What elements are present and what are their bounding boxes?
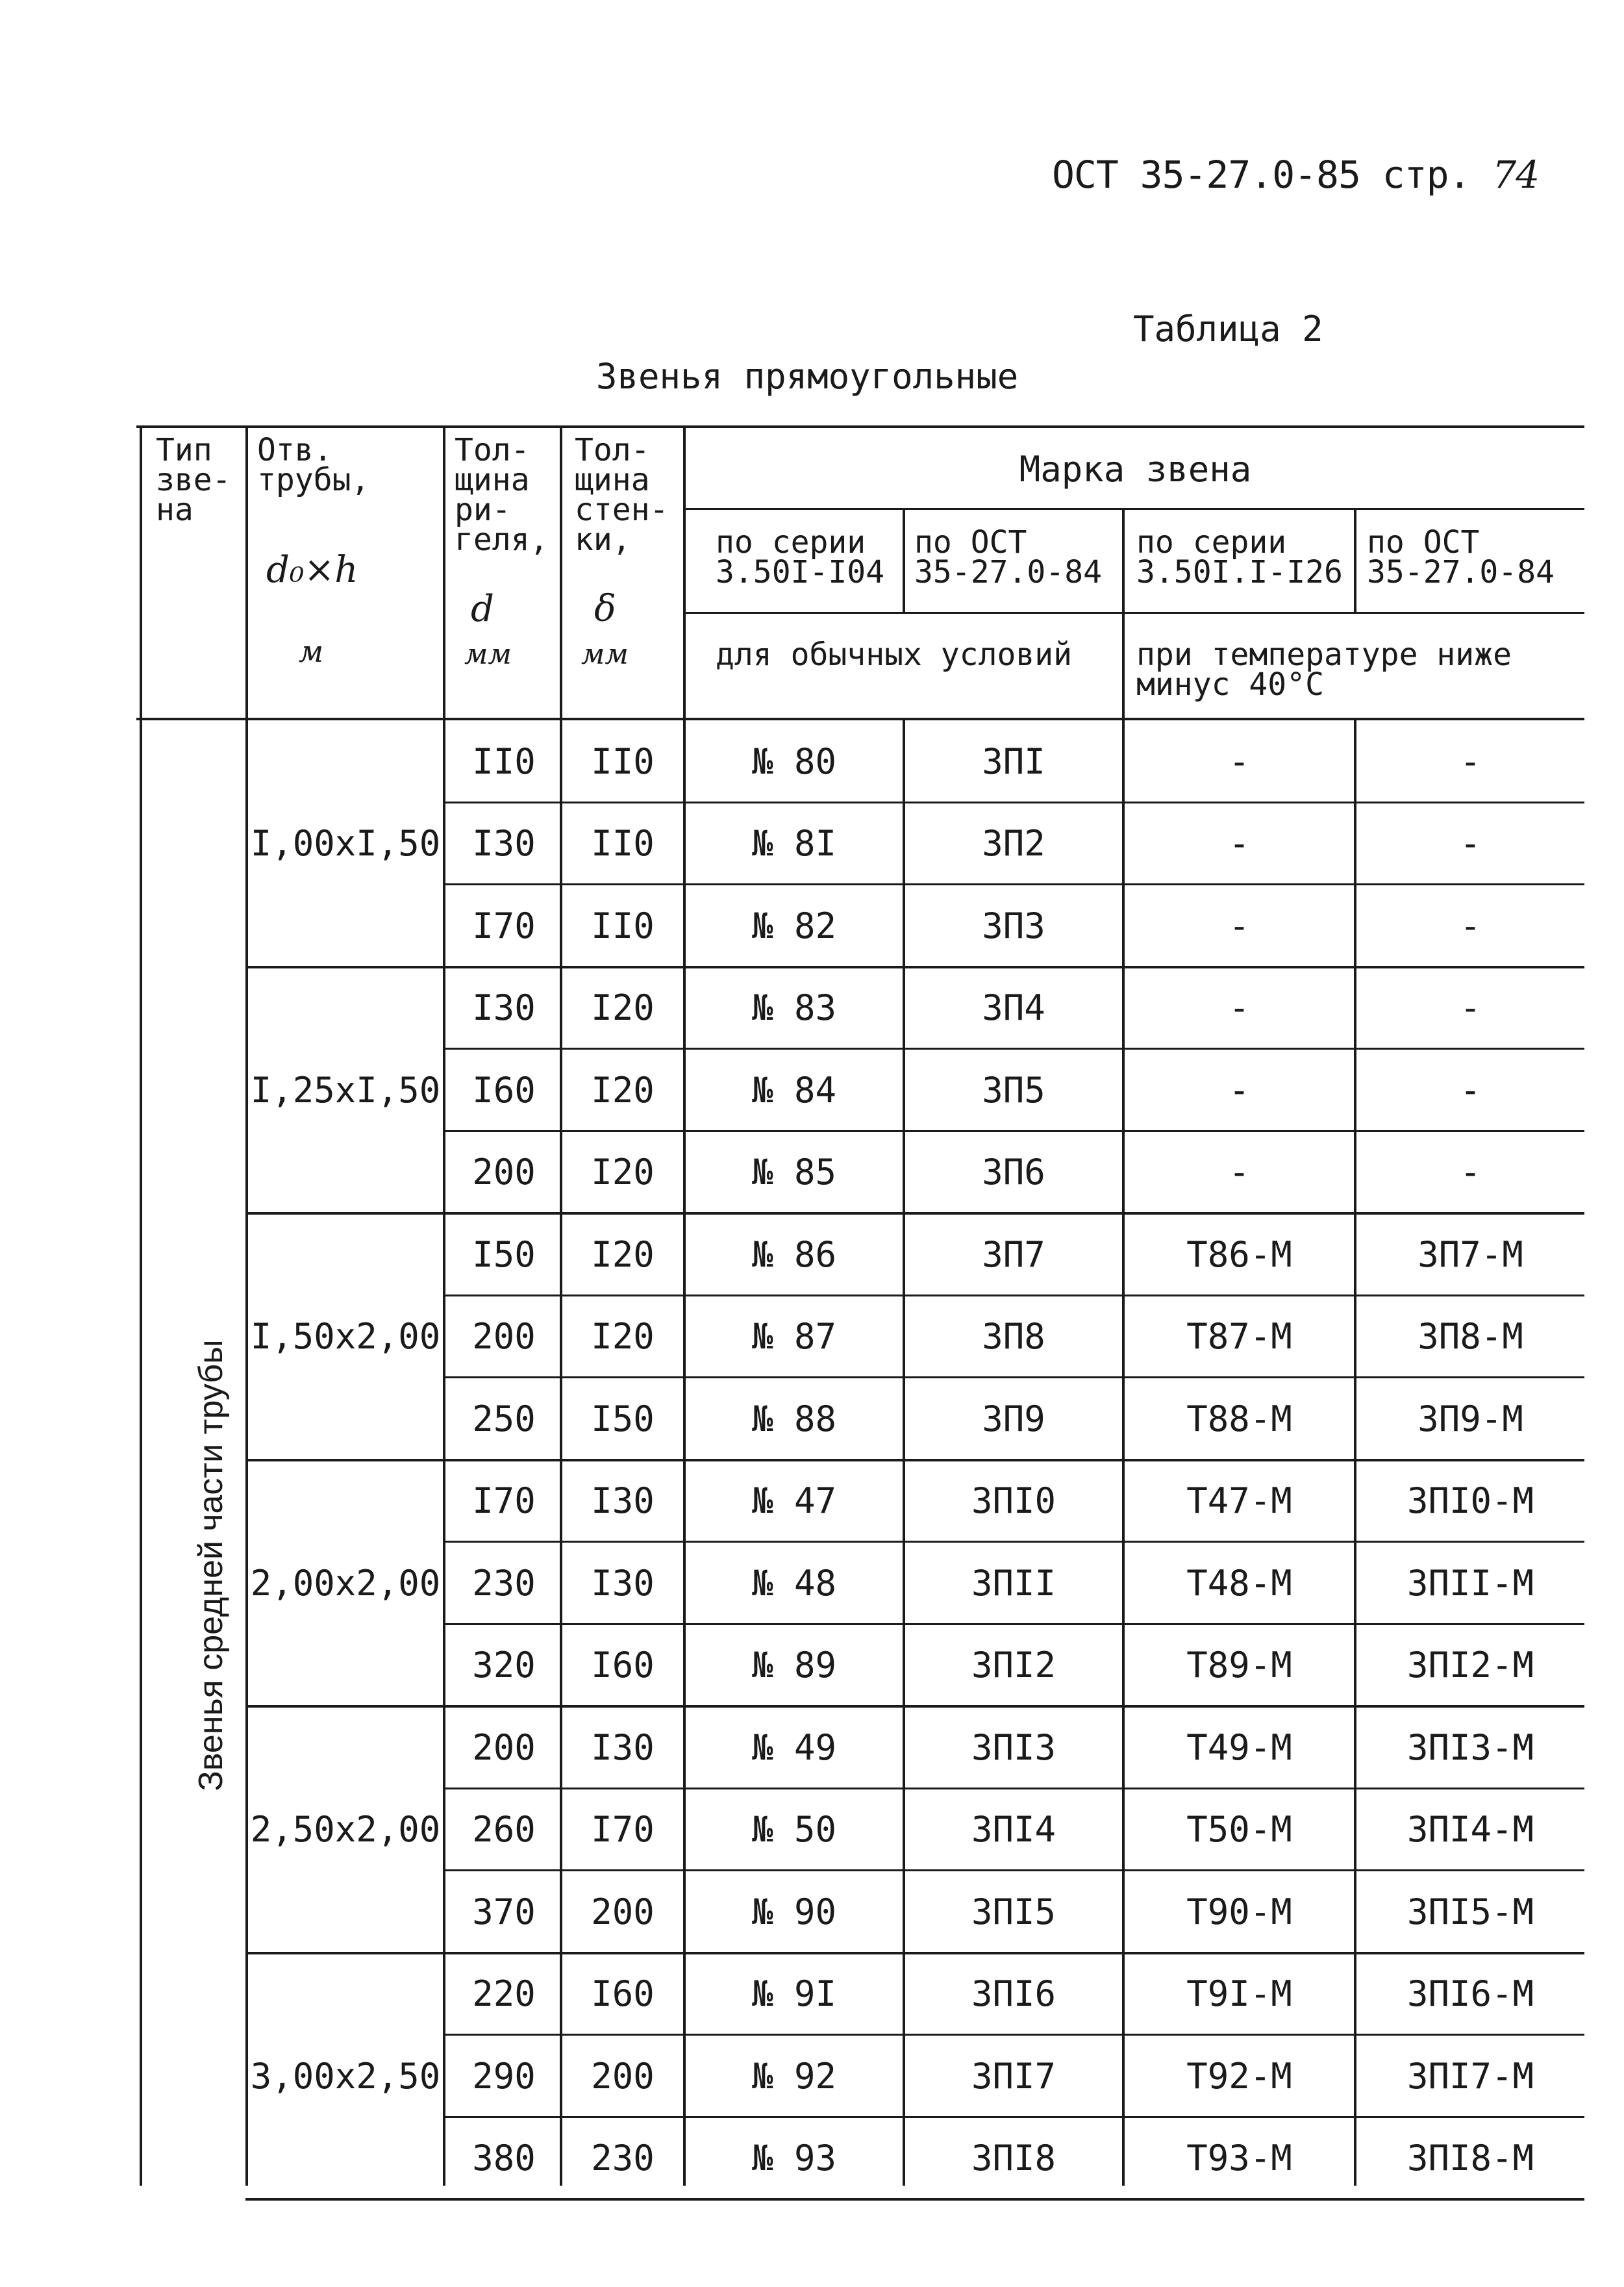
cell-d: I70	[472, 1480, 536, 1522]
cell-s2: T92-M	[1186, 2055, 1292, 2097]
cell-o1: ЗП8	[982, 1316, 1045, 1358]
cell-s: I30	[591, 1480, 655, 1522]
cell-o1: ЗПI4	[971, 1809, 1056, 1851]
group-separator	[245, 2198, 1584, 2201]
cell-s1: № 8I	[751, 823, 837, 865]
col-header-ost-1: по ОСТ 35-27.0-84	[914, 524, 1102, 590]
opening-size: 3,00x2,50	[250, 2055, 441, 2097]
cell-o2: ЗПI5-М	[1406, 1891, 1534, 1932]
col-header-wall-symbol: δ	[594, 588, 616, 630]
cell-o2: ЗП7-М	[1418, 1233, 1523, 1275]
cell-s2: -	[1229, 1152, 1250, 1193]
table-left-border	[140, 425, 142, 2186]
opening-size: I,50x2,00	[250, 1316, 441, 1358]
cell-s1: № 88	[751, 1398, 837, 1439]
cell-o2: ЗПI3-М	[1406, 1726, 1534, 1768]
cell-s1: № 87	[751, 1316, 837, 1358]
table-label: Таблица 2	[1133, 309, 1323, 349]
cell-s: I20	[591, 1069, 655, 1111]
cell-s2: -	[1229, 1069, 1250, 1111]
cell-o1: ЗП9	[982, 1398, 1045, 1439]
cell-o2: -	[1460, 987, 1481, 1029]
cell-s2: T93-M	[1186, 2138, 1292, 2179]
cell-s: I20	[591, 987, 655, 1029]
cell-s1: № 85	[751, 1152, 837, 1193]
opening-size: I,25xI,50	[250, 1069, 441, 1111]
cell-s1: № 84	[751, 1069, 837, 1111]
cell-o1: ЗПII	[971, 1562, 1056, 1604]
cell-s: II0	[591, 905, 655, 946]
cell-s: 200	[591, 2055, 655, 2097]
type-label-vertical: Звенья средней части трубы	[192, 1339, 230, 1791]
cell-o2: -	[1460, 1069, 1481, 1111]
header-rule-mark	[685, 508, 1584, 510]
col-header-bar-unit: мм	[464, 638, 512, 671]
cell-s2: -	[1229, 905, 1250, 946]
cell-s2: T9I-M	[1186, 1973, 1292, 2015]
cell-d: 200	[472, 1152, 536, 1193]
cell-s2: T50-M	[1186, 1809, 1292, 1851]
col-header-opening-symbol: d₀×h	[266, 549, 358, 591]
cell-d: 250	[472, 1398, 536, 1439]
cell-o2: ЗПI2-М	[1406, 1645, 1534, 1686]
cell-o1: ЗПI	[982, 740, 1045, 782]
cell-o1: ЗПI3	[971, 1726, 1056, 1768]
cell-s: II0	[591, 823, 655, 865]
cell-s: I60	[591, 1645, 655, 1686]
col-header-bar-thickness: Тол- щина ри- геля,	[455, 432, 549, 558]
cell-s2: T88-M	[1186, 1398, 1292, 1439]
cell-d: 290	[472, 2055, 536, 2097]
cell-d: I70	[472, 905, 536, 946]
cell-s2: -	[1229, 823, 1250, 865]
cell-o2: ЗП8-М	[1418, 1316, 1523, 1358]
cell-o1: ЗП6	[982, 1152, 1045, 1193]
cell-s1: № 86	[751, 1233, 837, 1275]
cell-o1: ЗПI6	[971, 1973, 1056, 2015]
cell-d: 220	[472, 1973, 536, 2015]
col-header-opening: Отв. трубы,	[257, 432, 370, 498]
opening-size: 2,50x2,00	[250, 1809, 441, 1851]
col-header-mark: Марка звена	[1019, 449, 1252, 490]
cell-s1: № 9I	[751, 1973, 837, 2015]
cell-o1: ЗПI2	[971, 1645, 1056, 1686]
col-divider	[903, 508, 905, 612]
cell-s1: № 83	[751, 987, 837, 1029]
cell-d: I50	[472, 1233, 536, 1275]
cell-s: 200	[591, 1891, 655, 1932]
col-header-wall-thickness: Тол- щина стен- ки,	[575, 432, 669, 558]
cell-s: I70	[591, 1809, 655, 1851]
cell-s1: № 48	[751, 1562, 837, 1604]
cell-s2: T90-M	[1186, 1891, 1292, 1932]
cell-s2: T86-M	[1186, 1233, 1292, 1275]
cell-s1: № 80	[751, 740, 837, 782]
cell-s1: № 89	[751, 1645, 837, 1686]
cell-d: II0	[472, 740, 536, 782]
cell-s2: T89-M	[1186, 1645, 1292, 1686]
cell-d: 370	[472, 1891, 536, 1932]
cell-s1: № 47	[751, 1480, 837, 1522]
cell-s: I20	[591, 1152, 655, 1193]
cell-o1: ЗП2	[982, 823, 1045, 865]
cell-o1: ЗП3	[982, 905, 1045, 946]
cell-d: 380	[472, 2138, 536, 2179]
cell-o1: ЗПI7	[971, 2055, 1056, 2097]
cell-o1: ЗПI8	[971, 2138, 1056, 2179]
opening-size: I,00xI,50	[250, 823, 441, 865]
cell-o1: ЗП7	[982, 1233, 1045, 1275]
cell-o2: ЗПI6-М	[1406, 1973, 1534, 2015]
cell-o2: -	[1460, 823, 1481, 865]
table-top-border	[136, 425, 1584, 428]
cell-s1: № 82	[751, 905, 837, 946]
cell-s2: -	[1229, 740, 1250, 782]
col-header-ost-2: по ОСТ 35-27.0-84	[1367, 524, 1555, 590]
cell-o2: -	[1460, 905, 1481, 946]
col-header-bar-symbol: d	[471, 588, 494, 630]
header-rule-series	[685, 612, 1584, 614]
cell-s1: № 90	[751, 1891, 837, 1932]
cell-d: 200	[472, 1726, 536, 1768]
cell-o2: -	[1460, 1152, 1481, 1193]
cell-s2: T48-M	[1186, 1562, 1292, 1604]
cell-o2: ЗПI7-М	[1406, 2055, 1534, 2097]
cell-s: 230	[591, 2138, 655, 2179]
cell-s1: № 93	[751, 2138, 837, 2179]
col-header-opening-unit: м	[299, 634, 324, 669]
cell-s2: T49-M	[1186, 1726, 1292, 1768]
cell-o1: ЗПI5	[971, 1891, 1056, 1932]
cell-d: 320	[472, 1645, 536, 1686]
cell-d: 230	[472, 1562, 536, 1604]
col-header-series-2: по серии 3.50I.I-I26	[1136, 524, 1343, 590]
cell-d: 200	[472, 1316, 536, 1358]
cell-o2: ЗП9-М	[1418, 1398, 1523, 1439]
cell-d: 260	[472, 1809, 536, 1851]
cell-s: I60	[591, 1973, 655, 2015]
col-header-normal-conditions: для обычных условий	[716, 637, 1073, 673]
cell-o2: ЗПI0-М	[1406, 1480, 1534, 1522]
cell-s2: T47-M	[1186, 1480, 1292, 1522]
cell-s: I50	[591, 1398, 655, 1439]
cell-s: I20	[591, 1233, 655, 1275]
cell-s1: № 92	[751, 2055, 837, 2097]
cell-o1: ЗП5	[982, 1069, 1045, 1111]
opening-size: 2,00x2,00	[250, 1562, 441, 1604]
cell-s2: -	[1229, 987, 1250, 1029]
cell-s: I20	[591, 1316, 655, 1358]
cell-s2: T87-M	[1186, 1316, 1292, 1358]
cell-s1: № 49	[751, 1726, 837, 1768]
cell-s1: № 50	[751, 1809, 837, 1851]
cell-d: I30	[472, 987, 536, 1029]
page-header	[1052, 153, 1539, 197]
col-header-series-1: по серии 3.50I-I04	[716, 524, 885, 590]
cell-o2: ЗПI8-М	[1406, 2138, 1534, 2179]
page-number: 74	[1492, 153, 1540, 197]
cell-d: I60	[472, 1069, 536, 1111]
col-header-low-temperature: при температуре ниже минус 40°С	[1136, 637, 1512, 703]
cell-d: I30	[472, 823, 536, 865]
col-header-type: Тип зве- на	[156, 432, 231, 528]
cell-o2: ЗПII-М	[1406, 1562, 1534, 1604]
cell-s: I30	[591, 1726, 655, 1768]
col-divider	[443, 425, 445, 2186]
doc-code: ОСТ 35-27.0-85 стр.	[1052, 153, 1471, 197]
cell-o2: ЗПI4-М	[1406, 1809, 1534, 1851]
col-divider	[1354, 508, 1356, 612]
cell-s: II0	[591, 740, 655, 782]
table-title: Звенья прямоугольные	[596, 356, 1019, 397]
cell-o1: ЗП4	[982, 987, 1045, 1029]
cell-s: I30	[591, 1562, 655, 1604]
cell-o1: ЗПI0	[971, 1480, 1056, 1522]
col-header-wall-unit: мм	[581, 638, 629, 671]
cell-o2: -	[1460, 740, 1481, 782]
